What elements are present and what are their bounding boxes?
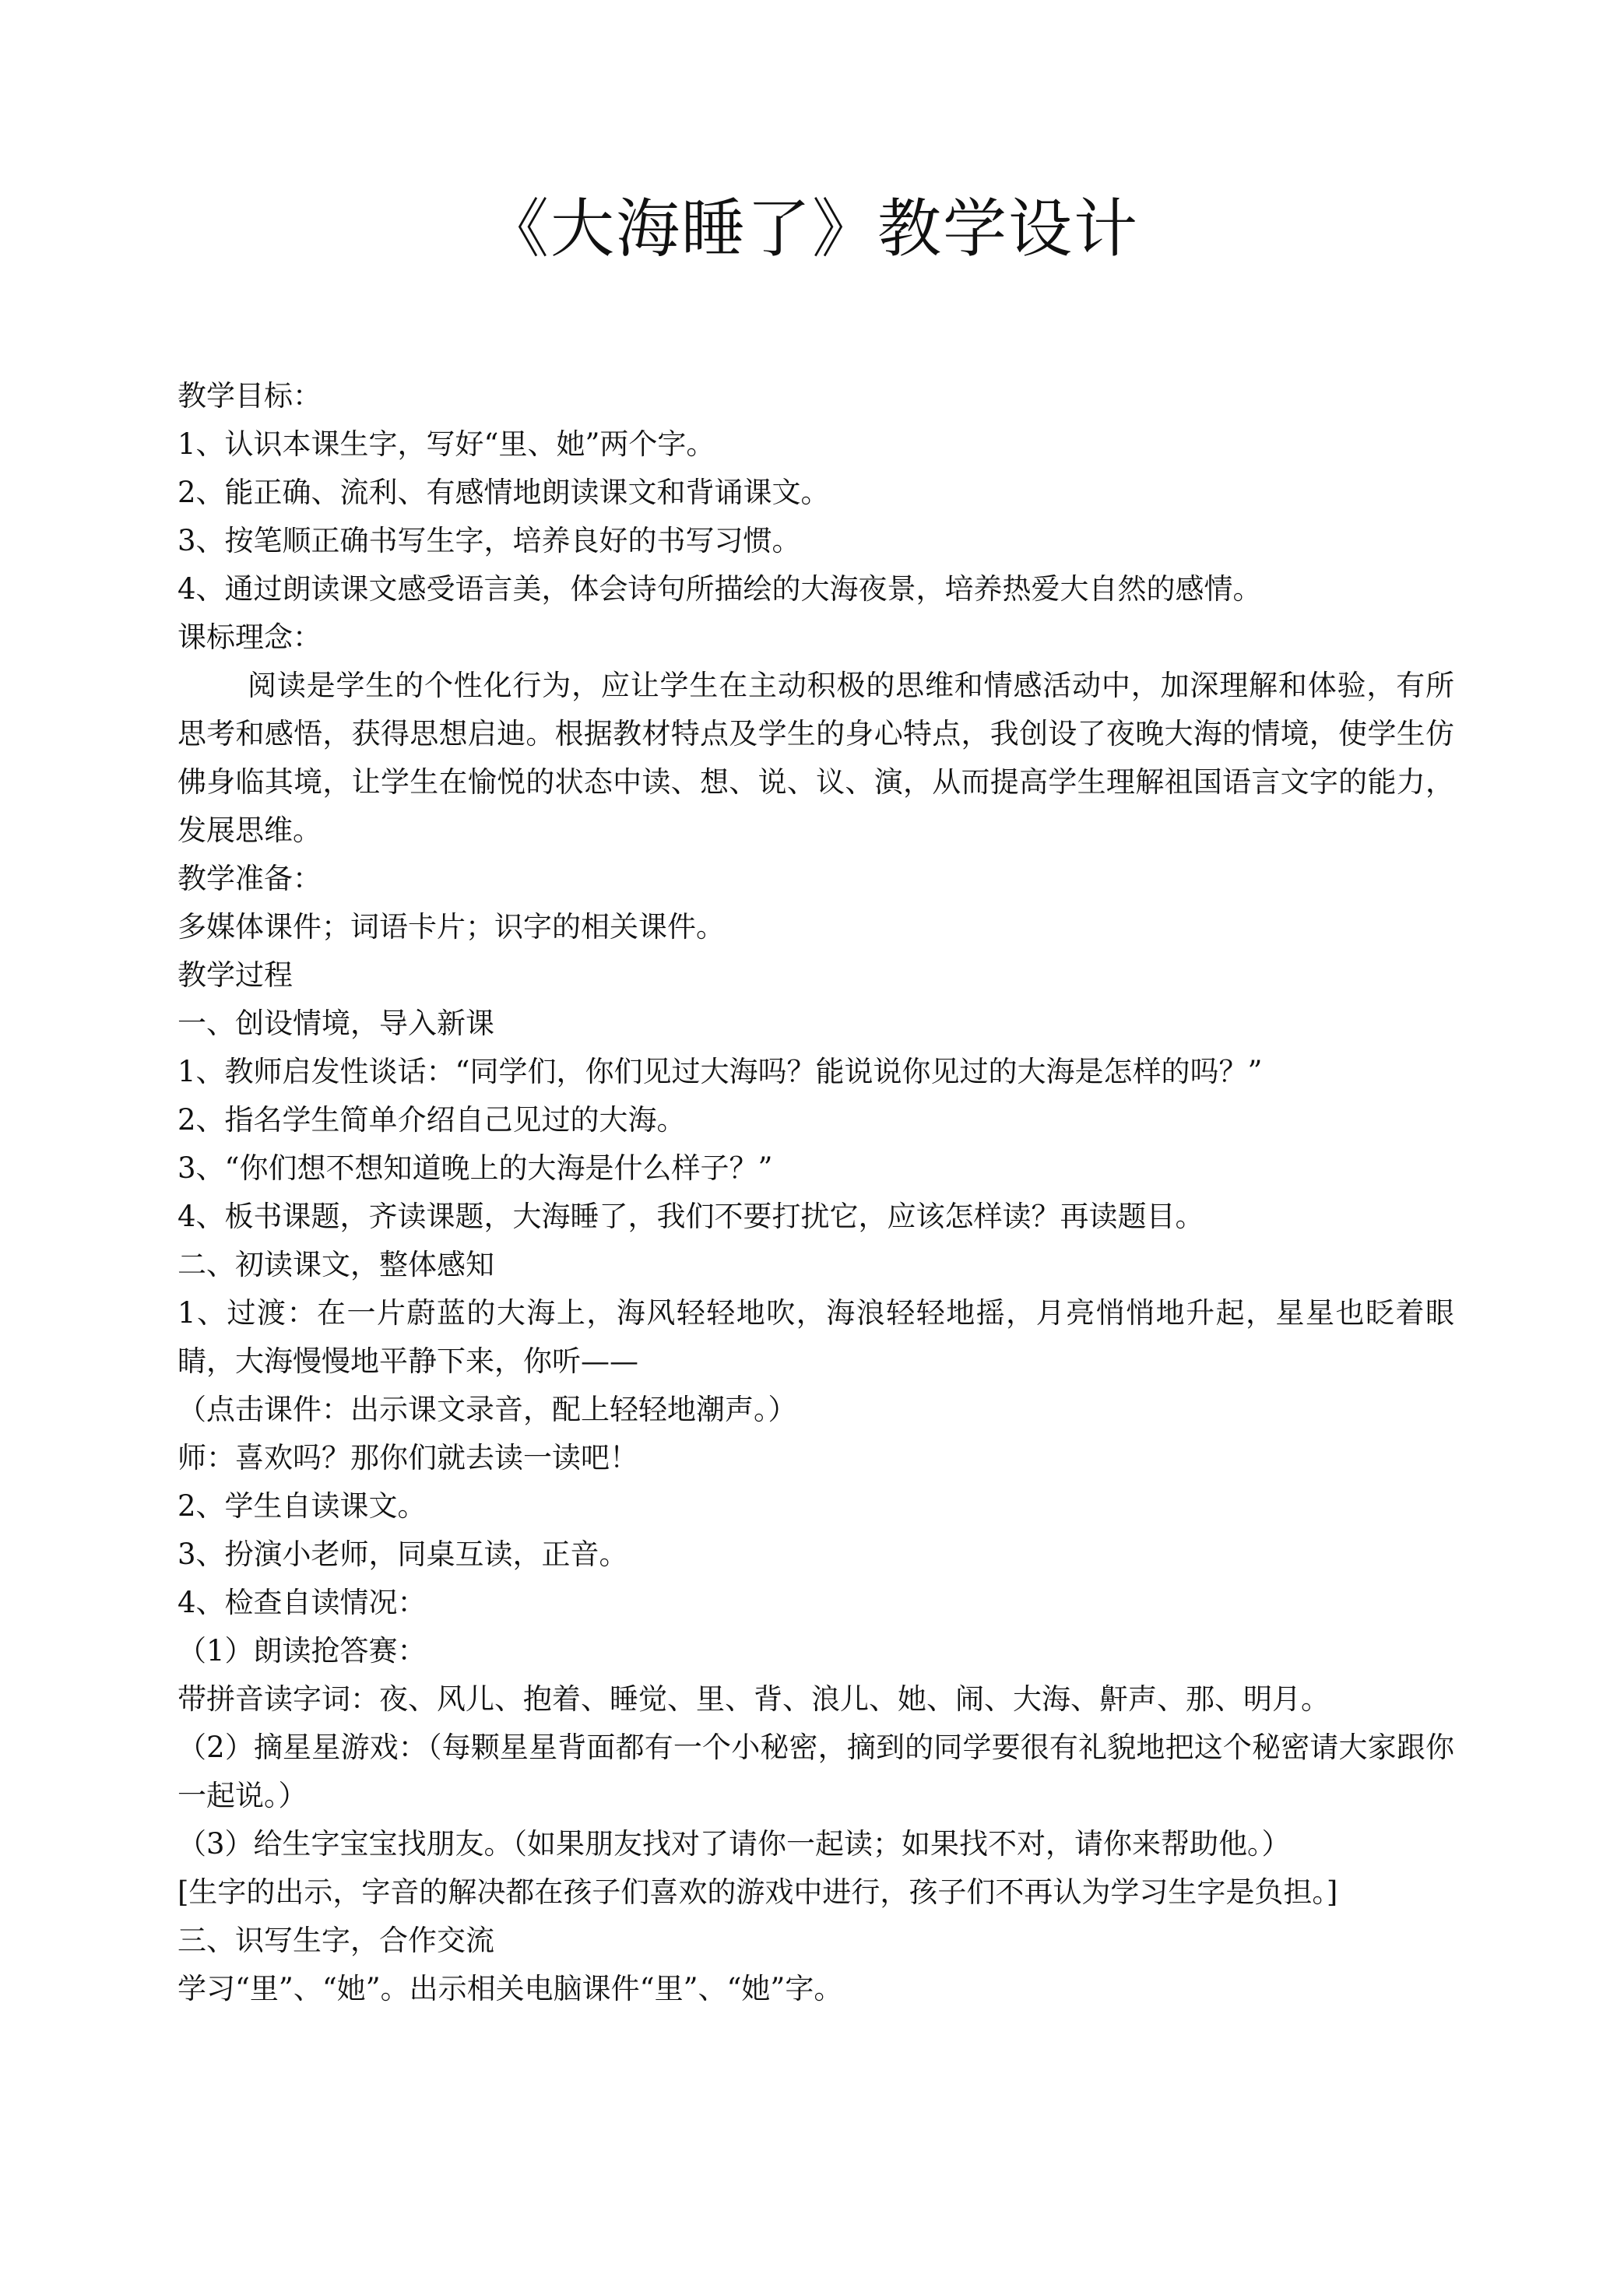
section-heading-preparation: 教学准备： xyxy=(178,862,322,895)
process-item: 2、学生自读课文。 xyxy=(178,1489,427,1523)
document-title: 《大海睡了》教学设计 xyxy=(484,192,1139,266)
subsection-heading: 二、初读课文，整体感知 xyxy=(178,1248,494,1281)
process-item: 4、板书课题，齐读课题，大海睡了，我们不要打扰它，应该怎样读？再读题目。 xyxy=(178,1200,1204,1233)
objective-item: 2、能正确、流利、有感情地朗读课文和背诵课文。 xyxy=(178,476,830,509)
process-note: （点击课件：出示课文录音，配上轻轻地潮声。） xyxy=(178,1393,797,1426)
process-item: 3、扮演小老师，同桌互读，正音。 xyxy=(178,1538,628,1571)
subsection-heading: 一、创设情境，导入新课 xyxy=(178,1007,494,1040)
process-item: （2）摘星星游戏：（每颗星星背面都有一个小秘密，摘到的同学要很有礼貌地把这个秘密请大家跟你一起说。） xyxy=(178,1731,1454,1812)
process-item: 师：喜欢吗？那你们就去读一读吧！ xyxy=(178,1441,638,1474)
preparation-text: 多媒体课件；词语卡片；识字的相关课件。 xyxy=(178,910,725,944)
process-item: （3）给生字宝宝找朋友。（如果朋友找对了请你一起读；如果找不对，请你来帮助他。） xyxy=(178,1827,1291,1861)
process-note: [生字的出示，字音的解决都在孩子们喜欢的游戏中进行，孩子们不再认为学习生字是负担。] xyxy=(178,1875,1338,1909)
subsection-heading: 三、识写生字，合作交流 xyxy=(178,1924,494,1957)
process-item: 4、检查自读情况： xyxy=(178,1586,427,1619)
objective-item: 3、按笔顺正确书写生字，培养良好的书写习惯。 xyxy=(178,524,801,557)
section-heading-objectives: 教学目标： xyxy=(178,379,322,413)
process-item: 1、过渡：在一片蔚蓝的大海上，海风轻轻地吹，海浪轻轻地摇，月亮悄悄地升起，星星也眨着眼睛，大海慢慢地平静下来，你听—— xyxy=(178,1296,1454,1378)
section-heading-concept: 课标理念： xyxy=(178,620,322,654)
process-item: 学习“里”、“她”。出示相关电脑课件“里”、“她”字。 xyxy=(178,1972,843,2005)
document-body xyxy=(178,372,1454,2013)
process-item: （1）朗读抢答赛： xyxy=(178,1634,427,1668)
section-heading-process: 教学过程 xyxy=(178,958,293,992)
process-item: 带拼音读字词：夜、风儿、抱着、睡觉、里、背、浪儿、她、闹、大海、鼾声、那、明月。 xyxy=(178,1682,1330,1716)
process-item: 1、教师启发性谈话：“同学们，你们见过大海吗？能说说你见过的大海是怎样的吗？” xyxy=(178,1055,1263,1088)
process-item: 2、指名学生简单介绍自己见过的大海。 xyxy=(178,1103,686,1137)
concept-paragraph: 阅读是学生的个性化行为，应让学生在主动积极的思维和情感活动中，加深理解和体验，有所思考和感悟，获得思想启迪。根据教材特点及学生的身心特点，我创设了夜晚大海的情境，使学生仿佛身临其境，让学生在愉悦的状态中读、想、说、议、演，从而提高学生理解祖国语言文字的能力，发展思维。 xyxy=(178,669,1454,847)
objective-item: 4、通过朗读课文感受语言美，体会诗句所描绘的大海夜景，培养热爱大自然的感情。 xyxy=(178,572,1262,606)
objective-item: 1、认识本课生字，写好“里、她”两个字。 xyxy=(178,427,715,461)
process-item: 3、“你们想不想知道晚上的大海是什么样子？” xyxy=(178,1151,773,1185)
